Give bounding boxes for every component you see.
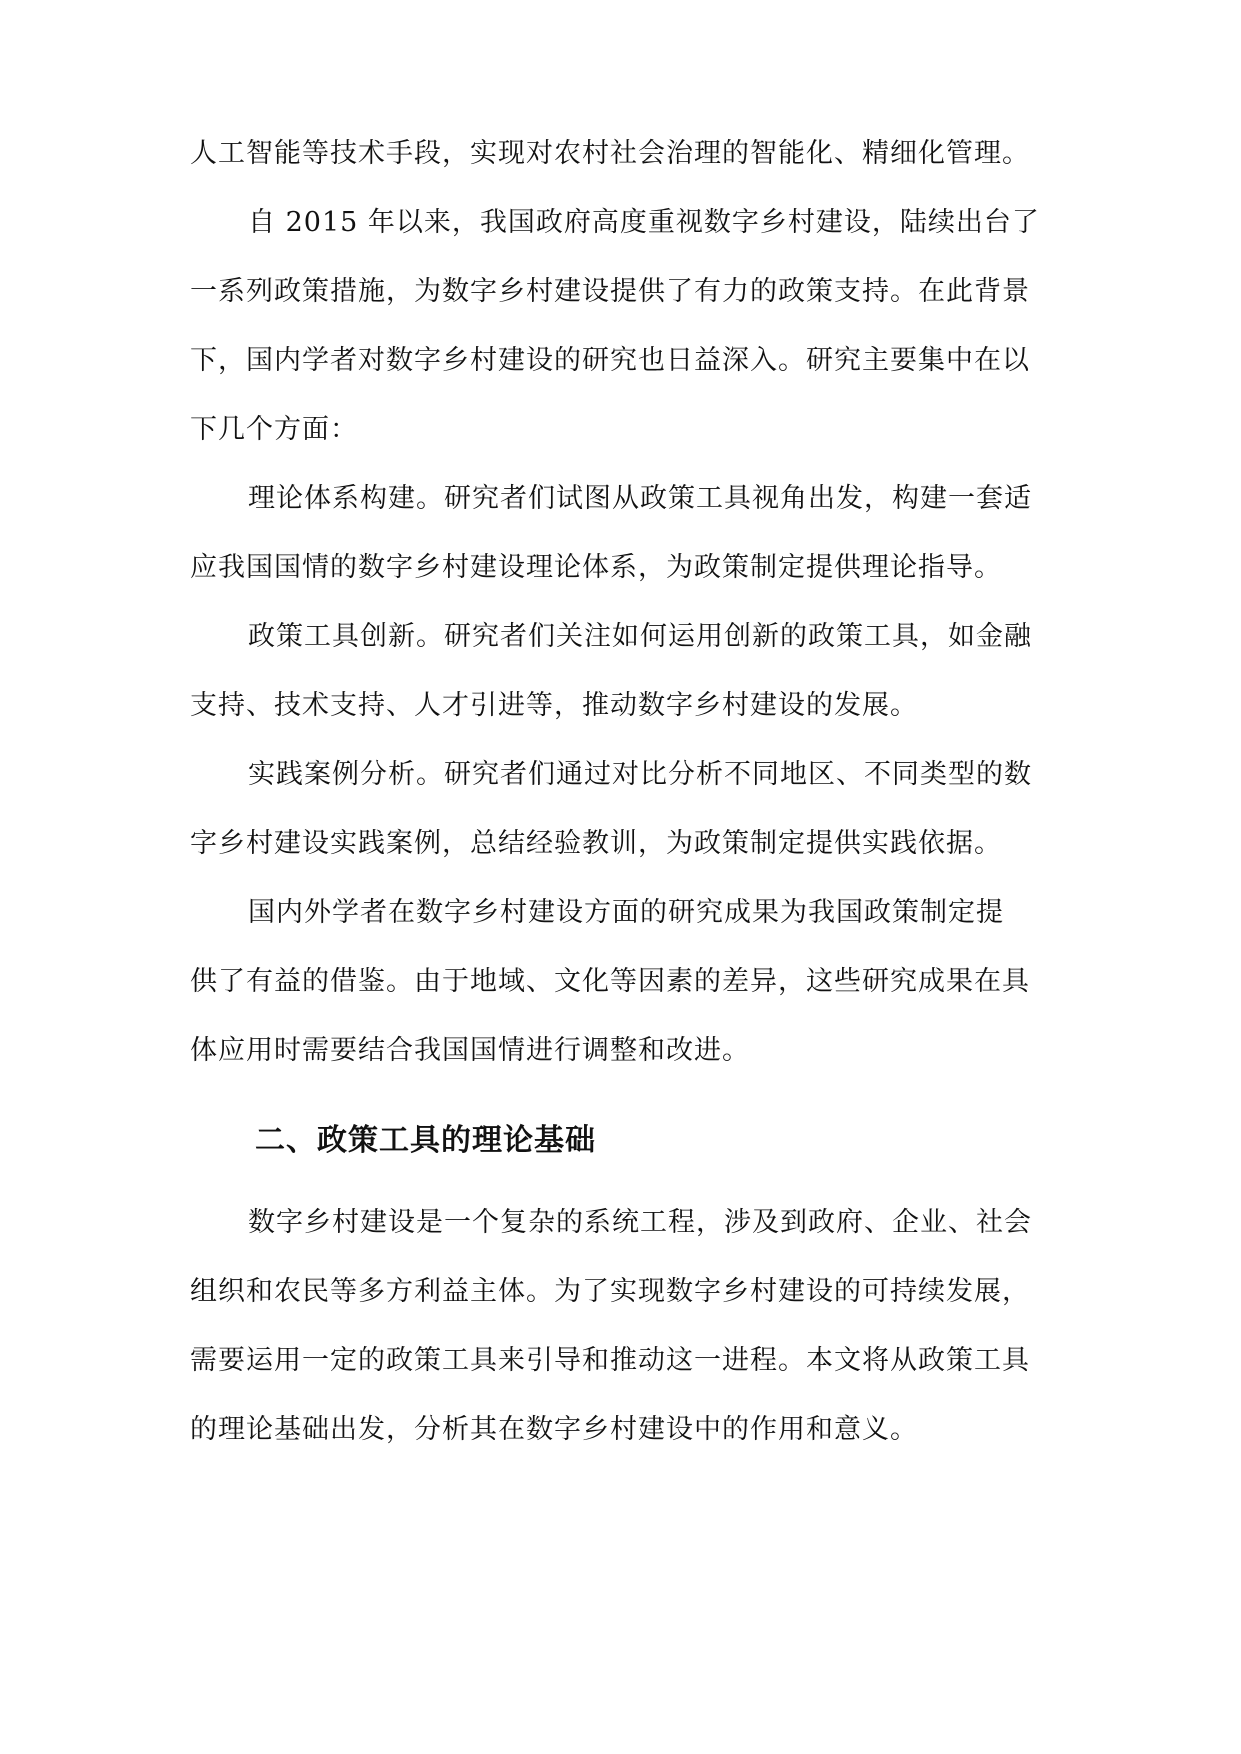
paragraph-line: 组织和农民等多方利益主体。为了实现数字乡村建设的可持续发展，	[190, 1276, 1030, 1307]
paragraph-line: 一系列政策措施，为数字乡村建设提供了有力的政策支持。在此背景	[190, 276, 1030, 307]
paragraph-line: 下，国内学者对数字乡村建设的研究也日益深入。研究主要集中在以	[190, 345, 1030, 376]
paragraph-line: 人工智能等技术手段，实现对农村社会治理的智能化、精细化管理。	[190, 138, 1030, 169]
paragraph-line: 的理论基础出发，分析其在数字乡村建设中的作用和意义。	[190, 1414, 918, 1445]
paragraph-line: 政策工具创新。研究者们关注如何运用创新的政策工具，如金融	[248, 621, 1032, 652]
paragraph-line: 实践案例分析。研究者们通过对比分析不同地区、不同类型的数	[248, 759, 1032, 790]
paragraph-line: 供了有益的借鉴。由于地域、文化等因素的差异，这些研究成果在具	[190, 966, 1030, 997]
paragraph-line: 国内外学者在数字乡村建设方面的研究成果为我国政策制定提	[248, 897, 1004, 928]
paragraph-line: 支持、技术支持、人才引进等，推动数字乡村建设的发展。	[190, 690, 918, 721]
paragraph-line: 下几个方面：	[190, 414, 358, 445]
paragraph-line: 字乡村建设实践案例，总结经验教训，为政策制定提供实践依据。	[190, 828, 1002, 859]
paragraph-line: 自 2015 年以来，我国政府高度重视数字乡村建设，陆续出台了	[248, 207, 1040, 238]
paragraph-line: 理论体系构建。研究者们试图从政策工具视角出发，构建一套适	[248, 483, 1032, 514]
section-heading: 二、政策工具的理论基础	[255, 1123, 596, 1158]
paragraph-line: 数字乡村建设是一个复杂的系统工程，涉及到政府、企业、社会	[248, 1207, 1032, 1238]
paragraph-line: 体应用时需要结合我国国情进行调整和改进。	[190, 1035, 750, 1066]
paragraph-line: 需要运用一定的政策工具来引导和推动这一进程。本文将从政策工具	[190, 1345, 1030, 1376]
paragraph-line: 应我国国情的数字乡村建设理论体系，为政策制定提供理论指导。	[190, 552, 1002, 583]
